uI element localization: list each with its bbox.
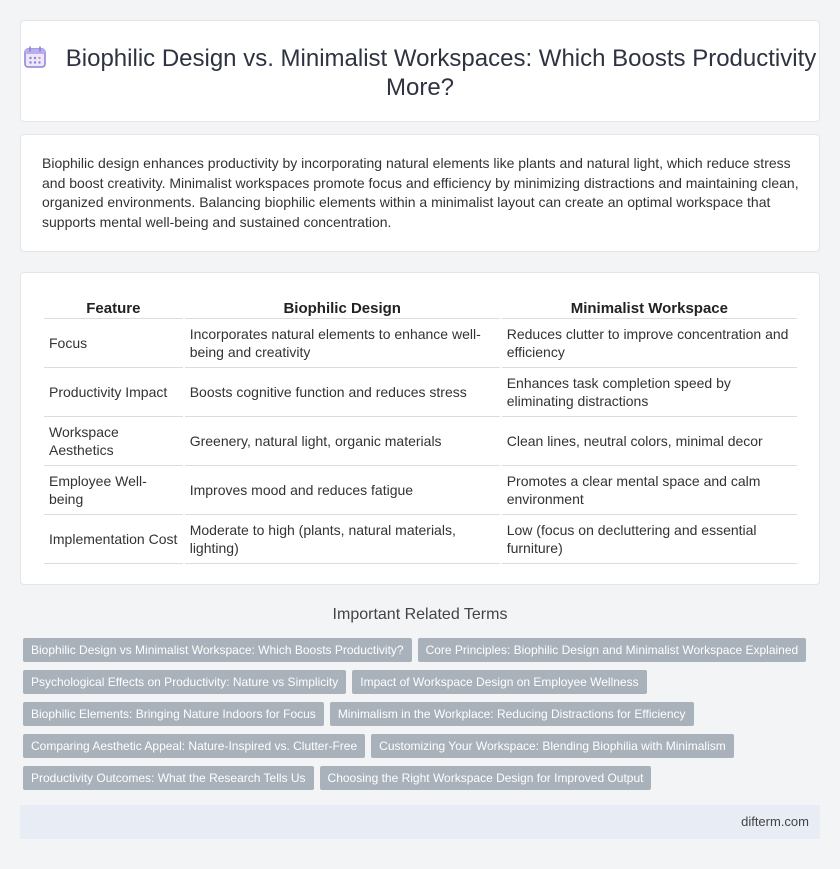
header-biophilic: Biophilic Design	[185, 297, 500, 319]
cell-biophilic: Improves mood and reduces fatigue	[185, 466, 500, 515]
related-term-tag[interactable]: Choosing the Right Workspace Design for Improved Output	[320, 766, 652, 790]
summary-card	[20, 134, 820, 252]
cell-biophilic: Greenery, natural light, organic materials	[185, 417, 500, 466]
related-term-tag[interactable]: Psychological Effects on Productivity: Nature vs Simplicity	[23, 670, 346, 694]
related-term-tag[interactable]: Biophilic Elements: Bringing Nature Indoors for Focus	[23, 702, 324, 726]
cell-biophilic: Boosts cognitive function and reduces stress	[185, 368, 500, 417]
footer-site-link[interactable]: difterm.com	[741, 814, 809, 829]
related-terms-list	[23, 638, 813, 798]
related-term-tag[interactable]: Productivity Outcomes: What the Research Tells Us	[23, 766, 314, 790]
related-term-tag[interactable]: Minimalism in the Workplace: Reducing Distractions for Efficiency	[330, 702, 694, 726]
cell-minimalist: Low (focus on decluttering and essential furniture)	[502, 515, 797, 564]
comparison-table	[42, 297, 799, 564]
cell-minimalist: Clean lines, neutral colors, minimal decor	[502, 417, 797, 466]
footer	[20, 805, 820, 839]
title-card	[20, 20, 820, 122]
cell-feature: Focus	[44, 319, 183, 368]
cell-feature: Productivity Impact	[44, 368, 183, 417]
cell-minimalist: Enhances task completion speed by eliminating distractions	[502, 368, 797, 417]
cell-biophilic: Incorporates natural elements to enhance well-being and creativity	[185, 319, 500, 368]
related-term-tag[interactable]: Biophilic Design vs Minimalist Workspace: Which Boosts Productivity?	[23, 638, 412, 662]
header-feature: Feature	[44, 297, 183, 319]
related-term-tag[interactable]: Comparing Aesthetic Appeal: Nature-Inspired vs. Clutter-Free	[23, 734, 365, 758]
related-term-tag[interactable]: Impact of Workspace Design on Employee Wellness	[352, 670, 646, 694]
calendar-icon	[24, 46, 46, 68]
table-row	[44, 466, 797, 515]
table-row	[44, 515, 797, 564]
cell-minimalist: Reduces clutter to improve concentration and efficiency	[502, 319, 797, 368]
table-row	[44, 368, 797, 417]
related-term-tag[interactable]: Core Principles: Biophilic Design and Minimalist Workspace Explained	[418, 638, 807, 662]
header-minimalist: Minimalist Workspace	[502, 297, 797, 319]
comparison-card	[20, 272, 820, 585]
table-row	[44, 417, 797, 466]
cell-biophilic: Moderate to high (plants, natural materials, lighting)	[185, 515, 500, 564]
related-terms-heading: Important Related Terms	[332, 606, 508, 623]
summary-text: Biophilic design enhances productivity by incorporating natural elements like plants and natural light, which reduce stress and boost creativity. Minimalist workspaces promote focus and efficiency by minimizing distractions and maintaining clean, organized environments. Balancing biophilic elements within a minimalist layout can create an optimal workspace that supports mental well-being and sustained concentration.	[42, 155, 799, 230]
cell-feature: Implementation Cost	[44, 515, 183, 564]
related-term-tag[interactable]: Customizing Your Workspace: Blending Biophilia with Minimalism	[371, 734, 734, 758]
cell-minimalist: Promotes a clear mental space and calm environment	[502, 466, 797, 515]
table-row	[44, 319, 797, 368]
page-title	[21, 44, 819, 102]
cell-feature: Workspace Aesthetics	[44, 417, 183, 466]
cell-feature: Employee Well-being	[44, 466, 183, 515]
page-title-text: Biophilic Design vs. Minimalist Workspaces: Which Boosts Productivity More?	[65, 45, 817, 101]
table-header-row	[44, 297, 797, 319]
